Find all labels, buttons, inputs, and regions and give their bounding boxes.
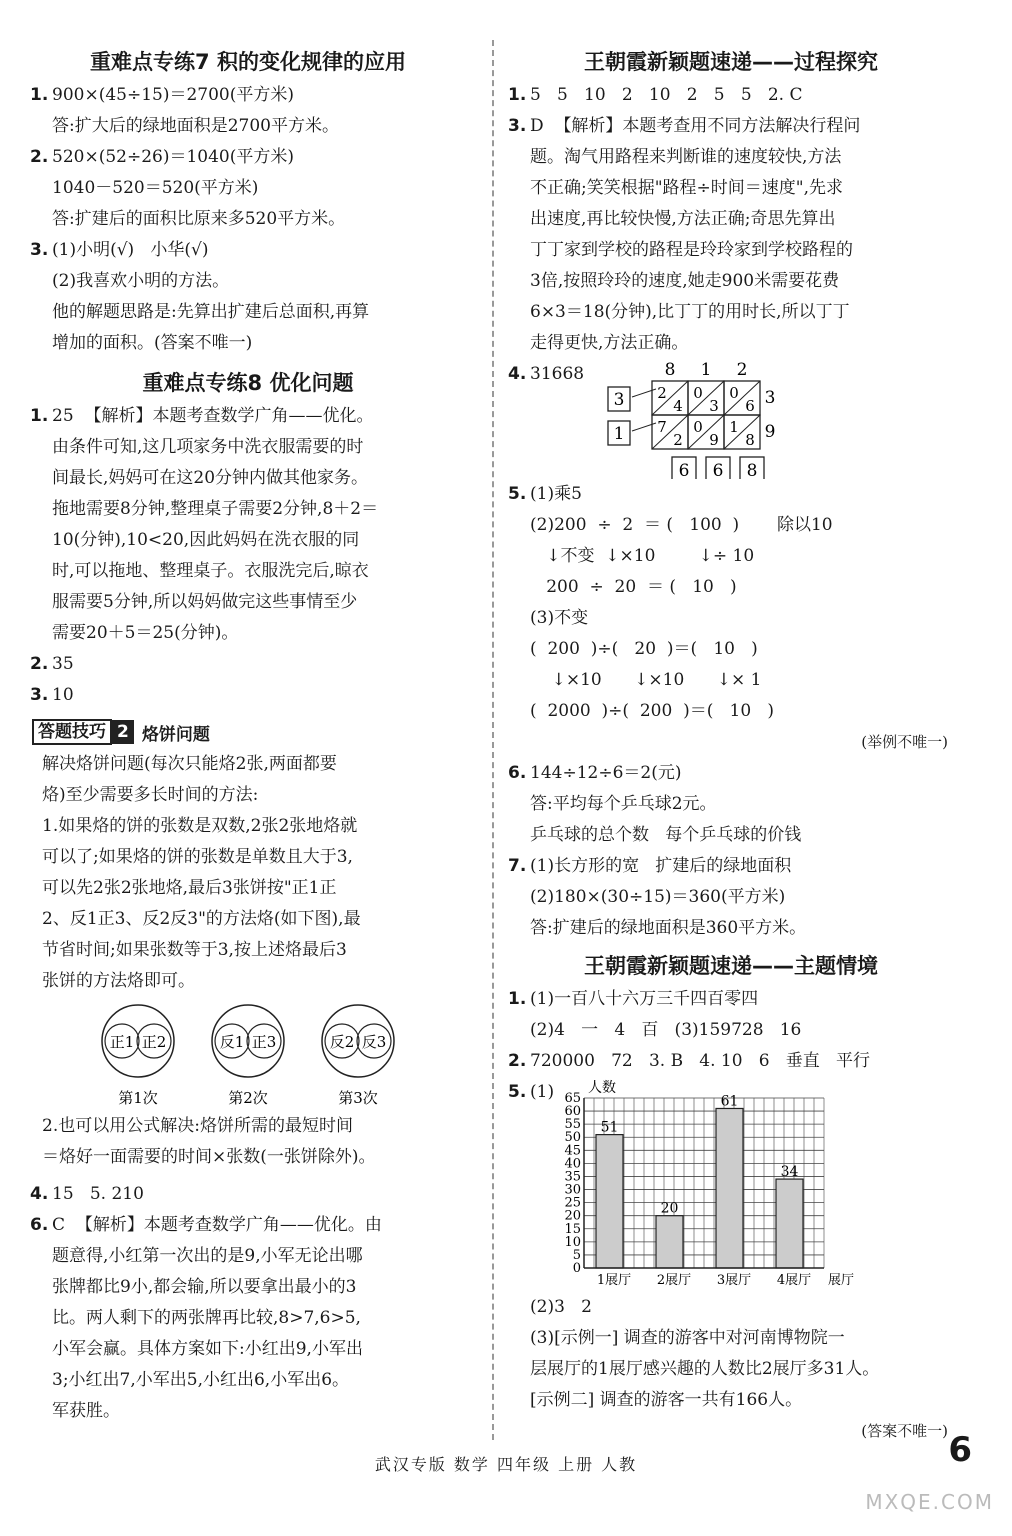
answer-text: C 【解析】本题考查数学广角——优化。由 <box>52 1215 382 1235</box>
lattice-digit: 3 <box>709 397 719 415</box>
x-tick-label: 2展厅 <box>656 1273 692 1288</box>
answer-text: 3倍,按照玲玲的速度,她走900米需要花费 <box>530 271 840 291</box>
lattice-right-digit: 3 <box>764 388 776 408</box>
y-tick-label: 55 <box>564 1117 581 1133</box>
answer-text: 他的解题思路是:先算出扩建后总面积,再算 <box>52 302 370 322</box>
y-tick-label: 50 <box>564 1130 581 1146</box>
answer-line <box>28 587 468 618</box>
question-number: 7. <box>508 856 527 876</box>
lattice-top-digit: 1 <box>700 360 712 380</box>
bar <box>656 1216 683 1268</box>
answer-text: D 【解析】本题考查用不同方法解决行程问 <box>530 116 861 136</box>
answer-line <box>506 758 956 789</box>
answer-text: ( 2000 )÷( 200 )＝( 10 ) <box>530 701 775 721</box>
lattice-bottom-digit: 6 <box>678 461 690 479</box>
tip-line: 解决烙饼问题(每次只能烙2张,两面都要 <box>42 754 337 774</box>
answer-text: ↓×10 ↓×10 ↓× 1 <box>530 670 762 690</box>
left-column <box>28 40 468 1427</box>
tip-line: 可以先2张2张地烙,最后3张饼按"正1正 <box>42 878 337 898</box>
footer: 武汉专版 数学 四年级 上册 人教 <box>374 1455 638 1474</box>
lattice-digit: 6 <box>745 397 755 415</box>
answer-line <box>28 1241 468 1272</box>
question-number: 1. <box>508 989 527 1009</box>
lattice-left-digit: 3 <box>613 390 625 410</box>
answer-line <box>28 401 468 432</box>
lattice-digit: 2 <box>657 384 667 402</box>
x-axis-label: 展厅 <box>828 1273 855 1288</box>
answer-text: (2)4 一 4 百 (3)159728 16 <box>530 1020 802 1040</box>
answer-line <box>506 297 956 328</box>
question-number: 5. <box>508 484 527 504</box>
answer-line <box>28 1210 468 1241</box>
answer-text: 6×3＝18(分钟),比丁丁的用时长,所以丁丁 <box>530 302 850 322</box>
answer-text: (3)[示例一] 调查的游客中对河南博物院一 <box>530 1328 845 1348</box>
y-tick-label: 35 <box>564 1169 581 1185</box>
answer-line <box>28 80 468 111</box>
y-tick-label: 15 <box>564 1221 581 1237</box>
pancake-label: 正2 <box>141 1033 167 1051</box>
bar <box>716 1108 743 1268</box>
answer-text: (1)长方形的宽 扩建后的绿地面积 <box>530 856 792 876</box>
answer-line <box>28 680 468 711</box>
lattice-digit: 4 <box>673 397 683 415</box>
answer-line <box>28 432 468 463</box>
section-title-7: 重难点专练7 积的变化规律的应用 <box>90 50 406 74</box>
answer-text: 出速度,再比较快慢,方法正确;奇思先算出 <box>530 209 836 229</box>
lattice-digit: 7 <box>657 418 667 436</box>
lattice-top-digit: 8 <box>664 360 676 380</box>
answer-line <box>28 494 468 525</box>
y-tick-label: 10 <box>564 1234 581 1250</box>
answer-text: 时,可以拖地、整理桌子。衣服洗完后,晾衣 <box>52 561 369 581</box>
tip-line: 节省时间;如果张数等于3,按上述烙最后3 <box>42 940 347 960</box>
answer-line <box>28 1334 468 1365</box>
answer-line <box>506 1385 956 1416</box>
answer-line <box>28 235 468 266</box>
q4-number: 4. <box>508 364 527 384</box>
answer-line <box>506 510 956 541</box>
theme-answers-2 <box>506 1292 956 1416</box>
bar-chart <box>544 1078 884 1288</box>
tip-line: 2、反1正3、反2反3"的方法烙(如下图),最 <box>42 909 361 929</box>
answer-text: 拖地需要8分钟,整理桌子需要2分钟,8＋2＝ <box>52 499 379 519</box>
answer-line <box>506 80 956 111</box>
pancake-diagram <box>28 1003 468 1111</box>
bar <box>596 1135 623 1268</box>
answer-text: 5 5 10 2 10 2 5 5 2. C <box>530 85 803 105</box>
y-tick-label: 20 <box>564 1208 581 1224</box>
lattice-right-digit: 9 <box>764 422 776 442</box>
answer-text: 乒乓球的总个数 每个乒乓球的价钱 <box>530 825 802 845</box>
answer-line <box>506 1015 956 1046</box>
answer-line <box>28 266 468 297</box>
answer-line <box>506 984 956 1015</box>
lattice-bottom-digit: 6 <box>712 461 724 479</box>
answer-text: 题意得,小红第一次出的是9,小军无论出哪 <box>52 1246 363 1266</box>
answer-line <box>28 1365 468 1396</box>
lattice-digit: 1 <box>729 418 739 436</box>
tip-title: 烙饼问题 <box>141 724 210 745</box>
tip-line: ＝烙好一面需要的时间×张数(一张饼除外)。 <box>42 1147 376 1167</box>
answer-line <box>506 572 956 603</box>
x-tick-label: 3展厅 <box>716 1273 752 1288</box>
answer-text: 10 <box>52 685 74 705</box>
answer-text: 服需要5分钟,所以妈妈做完这些事情至少 <box>52 592 358 612</box>
y-tick-label: 40 <box>564 1156 581 1172</box>
question-number: 2. <box>30 654 49 674</box>
tip-line: 烙)至少需要多长时间的方法: <box>42 785 259 805</box>
answer-line <box>506 851 956 882</box>
pancake-label: 反1 <box>219 1033 245 1051</box>
answer-line <box>28 111 468 142</box>
question-number: 2. <box>508 1051 527 1071</box>
answer-text: 丁丁家到学校的路程是玲玲家到学校路程的 <box>530 240 853 260</box>
answer-text: (2)3 2 <box>530 1297 592 1317</box>
answer-line <box>506 142 956 173</box>
question-4 <box>506 359 956 479</box>
answer-line <box>506 541 956 572</box>
answer-text: 答:平均每个乒乓球2元。 <box>530 794 717 814</box>
answer-line <box>506 789 956 820</box>
question-number: 3. <box>30 685 49 705</box>
answer-text: 间最长,妈妈可在这20分钟内做其他家务。 <box>52 468 369 488</box>
answer-text: (2)我喜欢小明的方法。 <box>52 271 230 291</box>
section-8-more-answers <box>28 1179 468 1427</box>
lattice-left-digit: 1 <box>613 424 625 444</box>
answer-text: 200 ÷ 20 ＝ ( 10 ) <box>530 577 737 597</box>
right-column <box>506 40 956 1447</box>
answer-text: 层展厅的1展厅感兴趣的人数比2展厅多31人。 <box>530 1359 880 1379</box>
answer-text: 答:扩建后的绿地面积是360平方米。 <box>530 918 807 938</box>
pancake-label: 正3 <box>251 1033 277 1051</box>
answer-text: (1)一百八十六万三千四百零四 <box>530 989 759 1009</box>
question-number: 6. <box>30 1215 49 1235</box>
answer-text: 小军会赢。具体方案如下:小红出9,小军出 <box>52 1339 363 1359</box>
answer-line <box>28 525 468 556</box>
q5-note: (举例不唯一) <box>861 733 948 751</box>
y-tick-label: 45 <box>564 1143 581 1159</box>
column-divider <box>492 40 494 1440</box>
answer-line <box>506 1354 956 1385</box>
section-7-answers <box>28 80 468 359</box>
answer-text: (2)180×(30÷15)＝360(平方米) <box>530 887 786 907</box>
y-axis-label: 人数 <box>588 1080 616 1096</box>
bar <box>776 1179 803 1268</box>
answer-line <box>506 266 956 297</box>
answer-line <box>28 142 468 173</box>
watermark: MXQE.COM <box>865 1490 994 1514</box>
answer-text: (1)小明(√) 小华(√) <box>52 240 209 260</box>
answer-line <box>28 463 468 494</box>
answer-line <box>506 634 956 665</box>
answer-text: 军获胜。 <box>52 1401 120 1421</box>
bar-value-label: 34 <box>780 1164 799 1181</box>
tip-line: 张饼的方法烙即可。 <box>42 971 195 991</box>
question-number: 2. <box>30 147 49 167</box>
x-tick-label: 1展厅 <box>596 1273 632 1288</box>
question-number: 6. <box>508 763 527 783</box>
answer-line <box>28 1303 468 1334</box>
answer-text: 35 <box>52 654 74 674</box>
lattice-digit: 0 <box>693 384 703 402</box>
answer-text: (2)200 ÷ 2 ＝ ( 100 ) 除以10 <box>530 515 833 535</box>
tip-number: 2 <box>112 720 134 744</box>
answer-text: 走得更快,方法正确。 <box>530 333 689 353</box>
answer-line <box>506 328 956 359</box>
lattice-digit: 8 <box>745 431 755 449</box>
answer-text: 3;小红出7,小军出5,小红出6,小军出6。 <box>52 1370 350 1390</box>
question-number: 1. <box>30 406 49 426</box>
round-caption: 第1次 <box>118 1089 158 1107</box>
answer-text: 答:扩建后的面积比原来多520平方米。 <box>52 209 346 229</box>
questions-6-7 <box>506 758 956 944</box>
answer-text: 比。两人剩下的两张牌再比较,8>7,6>5, <box>52 1308 361 1328</box>
answer-line <box>28 297 468 328</box>
lattice-digit: 9 <box>709 431 719 449</box>
tip-label: 答题技巧 <box>32 719 112 745</box>
answer-text: 不正确;笑笑根据"路程÷时间＝速度",先求 <box>530 178 844 198</box>
answer-text: 由条件可知,这几项家务中洗衣服需要的时 <box>52 437 364 457</box>
bar-value-label: 51 <box>600 1119 619 1136</box>
answer-line <box>28 1272 468 1303</box>
answer-text: 720000 72 3. B 4. 10 6 垂直 平行 <box>530 1051 870 1071</box>
process-answers <box>506 80 956 359</box>
answer-line <box>506 696 956 727</box>
round-caption: 第2次 <box>228 1089 268 1107</box>
y-tick-label: 25 <box>564 1195 581 1211</box>
tip-formula <box>28 1111 468 1173</box>
section-title-8: 重难点专练8 优化问题 <box>142 371 354 395</box>
answer-line <box>506 820 956 851</box>
section-8-answers <box>28 401 468 711</box>
answer-text: 520×(52÷26)＝1040(平方米) <box>52 147 294 167</box>
pancake-label: 反2 <box>329 1033 355 1051</box>
answer-text: (1)乘5 <box>530 484 582 504</box>
tip-header <box>32 719 468 745</box>
answer-line <box>28 1396 468 1427</box>
lattice-digit: 0 <box>693 418 703 436</box>
answer-text: 增加的面积。(答案不唯一) <box>52 333 253 353</box>
answer-text: 答:扩大后的绿地面积是2700平方米。 <box>52 116 339 136</box>
pancake-label: 反3 <box>361 1033 387 1051</box>
answer-line <box>506 603 956 634</box>
lattice-multiplication <box>602 359 802 479</box>
answer-text: (1) <box>530 1082 555 1102</box>
q4-answer: 31668 <box>530 364 585 384</box>
answer-text: 张牌都比9小,都会输,所以要拿出最小的3 <box>52 1277 357 1297</box>
answer-text: ↓不变 ↓×10 ↓÷ 10 <box>530 546 755 566</box>
y-tick-label: 0 <box>572 1261 581 1276</box>
answer-text: 1040－520＝520(平方米) <box>52 178 259 198</box>
answer-line <box>506 111 956 142</box>
answer-line <box>28 649 468 680</box>
y-tick-label: 60 <box>564 1104 581 1120</box>
section-title-process: 王朝霞新颖题速递——过程探究 <box>584 50 878 74</box>
answer-line <box>506 1323 956 1354</box>
question-5 <box>506 479 956 727</box>
answer-line <box>506 235 956 266</box>
section-title-theme: 王朝霞新颖题速递——主题情境 <box>584 954 878 978</box>
answer-line <box>28 618 468 649</box>
answer-line <box>28 556 468 587</box>
answer-line <box>506 204 956 235</box>
answer-text: (3)不变 <box>530 608 589 628</box>
answer-text: [示例二] 调查的游客一共有166人。 <box>530 1390 803 1410</box>
question-number: 1. <box>30 85 49 105</box>
answer-text: 15 5. 210 <box>52 1184 144 1204</box>
answer-line <box>506 479 956 510</box>
answer-line <box>506 665 956 696</box>
y-tick-label: 5 <box>572 1247 581 1263</box>
answer-line <box>506 882 956 913</box>
question-number: 1. <box>508 85 527 105</box>
tip-line: 可以了;如果烙的饼的张数是单数且大于3, <box>42 847 353 867</box>
round-caption: 第3次 <box>338 1089 378 1107</box>
answer-line <box>506 1046 956 1077</box>
pancake-label: 正1 <box>109 1033 135 1051</box>
x-tick-label: 4展厅 <box>776 1273 812 1288</box>
pancake-circles-svg <box>28 1003 468 1111</box>
answer-line <box>506 913 956 944</box>
answer-text: 144÷12÷6＝2(元) <box>530 763 682 783</box>
question-number: 5. <box>508 1082 527 1102</box>
answer-line <box>28 204 468 235</box>
bar-value-label: 61 <box>720 1093 739 1110</box>
y-tick-label: 65 <box>564 1091 581 1106</box>
lattice-digit: 0 <box>729 384 739 402</box>
bar-value-label: 20 <box>660 1200 679 1217</box>
answer-text: ( 200 )÷( 20 )＝( 10 ) <box>530 639 758 659</box>
tip-line: 2.也可以用公式解决:烙饼所需的最短时间 <box>42 1116 353 1136</box>
answer-text: 10(分钟),10<20,因此妈妈在洗衣服的同 <box>52 530 360 550</box>
answer-line <box>28 173 468 204</box>
y-tick-label: 30 <box>564 1182 581 1198</box>
answer-text: 900×(45÷15)＝2700(平方米) <box>52 85 294 105</box>
question-number: 3. <box>508 116 527 136</box>
lattice-top-digit: 2 <box>736 360 748 380</box>
theme-note: (答案不唯一) <box>861 1422 948 1440</box>
answer-text: 需要20＋5＝25(分钟)。 <box>52 623 239 643</box>
question-number: 3. <box>30 240 49 260</box>
answer-text: 25 【解析】本题考查数学广角——优化。 <box>52 406 374 426</box>
question-number: 4. <box>30 1184 49 1204</box>
answer-line <box>506 1292 956 1323</box>
tip-line: 1.如果烙的饼的张数是双数,2张2张地烙就 <box>42 816 358 836</box>
answer-line <box>28 1179 468 1210</box>
page-number: 6 <box>948 1430 972 1470</box>
answer-text: 题。淘气用路程来判断谁的速度较快,方法 <box>530 147 842 167</box>
answer-line <box>506 173 956 204</box>
lattice-digit: 2 <box>673 431 683 449</box>
answer-line <box>28 328 468 359</box>
lattice-bottom-digit: 8 <box>746 461 758 479</box>
tip-text <box>28 749 468 997</box>
